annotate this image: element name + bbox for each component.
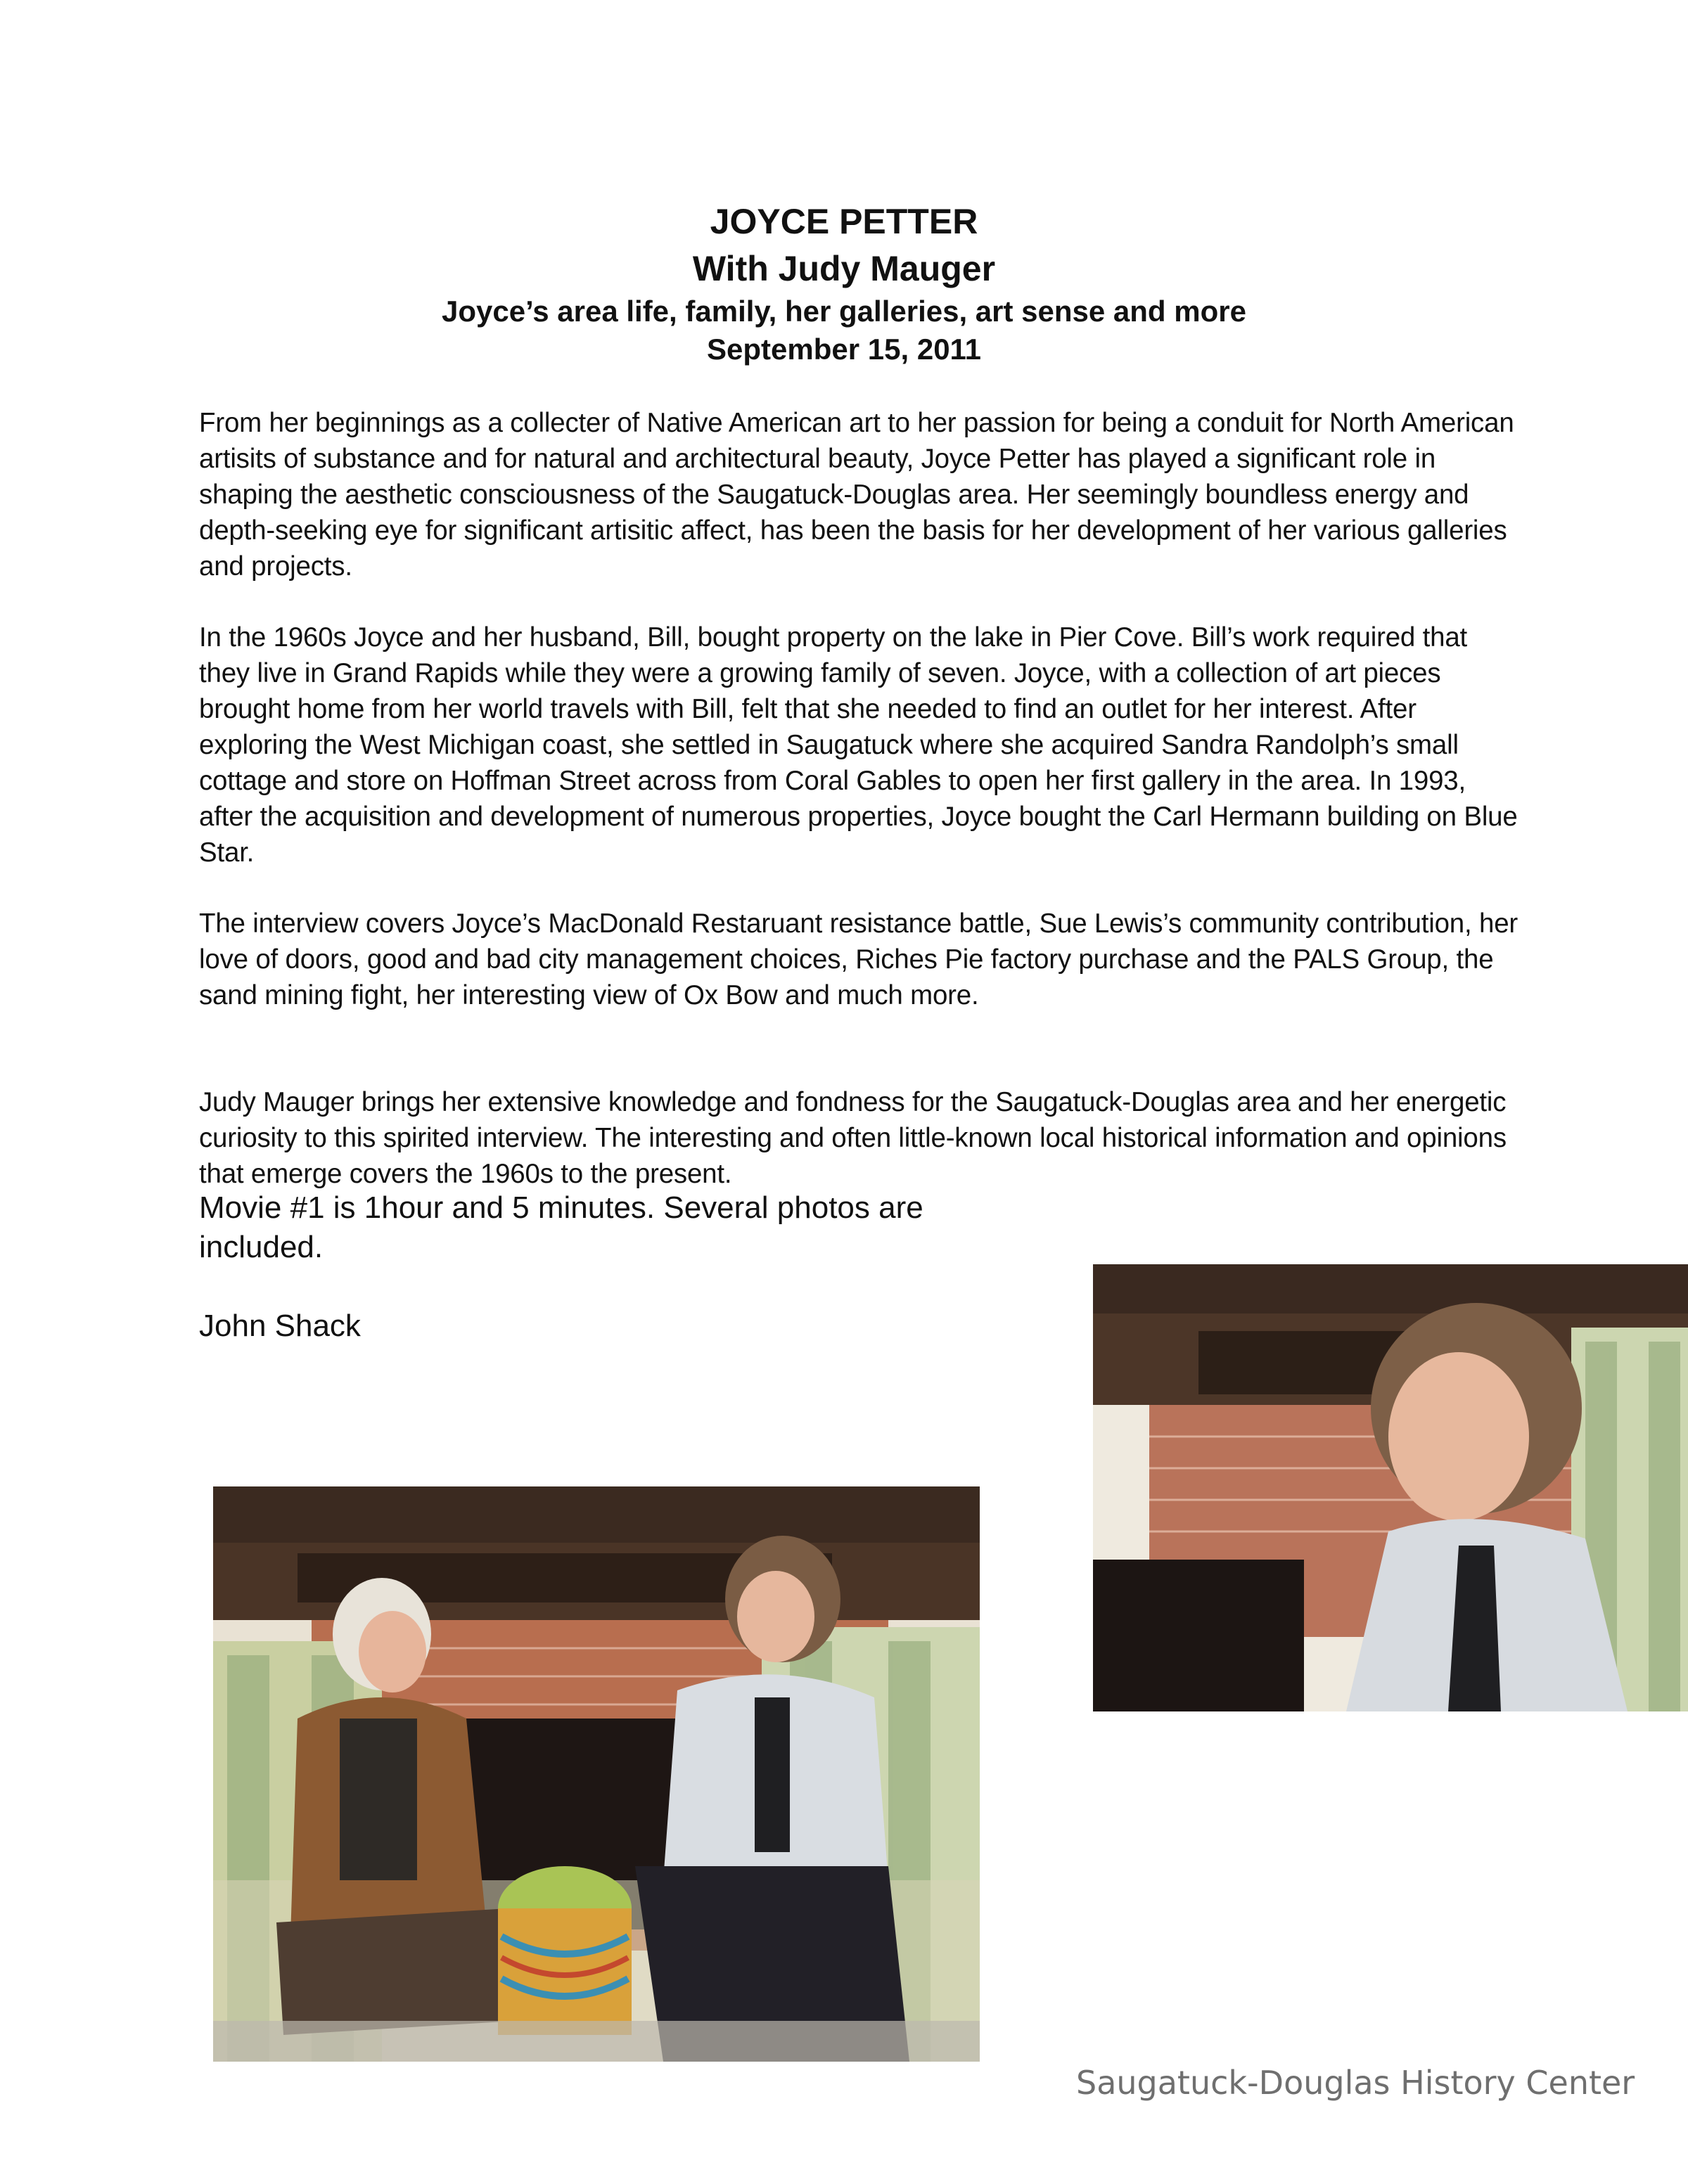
- paragraph-topics: The interview covers Joyce’s MacDonald Restaruant resistance battle, Sue Lewis’s community contribution, her love of doors, good and bad city management choices, Riches Pie factory purchase and the PALS Group, the sand mining fight, her interesting view of Ox Bow and much more.: [199, 908, 1518, 1010]
- document-title: JOYCE PETTER: [710, 202, 978, 241]
- footer-watermark: Saugatuck-Douglas History Center: [1076, 2064, 1635, 2102]
- author-name: John Shack: [199, 1309, 361, 1343]
- paragraph-history: In the 1960s Joyce and her husband, Bill, bought property on the lake in Pier Cove. Bill’s work required that they live in Grand Rapids while they were a growing family of seven. Joyce, with a collection of art pieces brought home from her world travels with Bill, felt that she needed to find an outlet for her interest. After exploring the West Michigan coast, she settled in Saugatuck where she acquired Sandra Randolph’s small cottage and store on Hoffman Street across from Coral Gables to open her first gallery in the area. In 1993, after the acquisition and development of numerous properties, Joyce bought the Carl Hermann building on Blue Star.: [199, 622, 1518, 868]
- interviewer-line: With Judy Mauger: [692, 249, 996, 288]
- movie-note: Movie #1 is 1hour and 5 minutes. Several photos are included.: [199, 1190, 923, 1264]
- interview-date: September 15, 2011: [707, 333, 981, 366]
- interview-photo-woman-laughing: [1093, 1264, 1688, 1711]
- interview-photo-two-women: [213, 1486, 980, 2062]
- document-subtitle: Joyce’s area life, family, her galleries, art sense and more: [442, 295, 1246, 328]
- paragraph-intro: From her beginnings as a collecter of Native American art to her passion for being a conduit for North American artisits of substance and for natural and architectural beauty, Joyce Petter has played a significant role in shaping the aesthetic consciousness of the Saugatuck-Douglas area. Her seemingly boundless energy and depth-seeking eye for significant artisitic affect, has been the basis for her development of her various galleries and projects.: [199, 408, 1514, 582]
- paragraph-interviewer: Judy Mauger brings her extensive knowledge and fondness for the Saugatuck-Douglas area and her energetic curiosity to this spirited interview. The interesting and often little-known local historical information and opinions that emerge covers the 1960s to the present.: [199, 1087, 1507, 1189]
